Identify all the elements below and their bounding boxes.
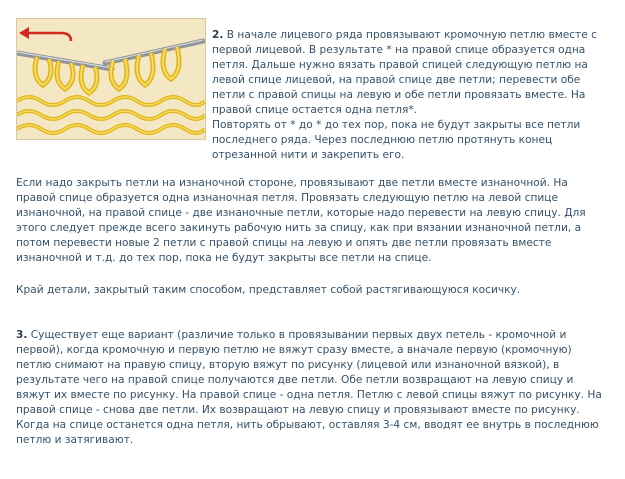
section-3-line-4: результате чего на правой спице получаются две петли. Обе петли возвращают на левую спицу и — [16, 374, 574, 386]
section-3-line-6: правой спице - снова две петли. Их возвращают на левую спицу и провязывают вместе по рисунку. — [16, 404, 580, 416]
section-2-line-7: Повторять от * до * до тех пор, пока не будут закрыты все петли — [212, 119, 581, 131]
section-2-line-6: правой спице остается одна петля*. — [212, 104, 418, 116]
section-3 — [16, 328, 621, 448]
section-3-line-8: петлю и затягивают. — [16, 434, 134, 446]
edge-line: Край детали, закрытый таким способом, представляет собой растягивающуюся косичку. — [16, 284, 521, 296]
purl-side-paragraph — [16, 176, 621, 266]
purl-line-1: Если надо закрыть петли на изнаночной стороне, провязывают две петли вместе изнаночной. На — [16, 177, 568, 189]
purl-line-3: изнаночной, на правой спице - две изнаночные петли, которые надо перевести на левую спицу. Для — [16, 207, 586, 219]
section-3-line-5: вяжут их вместе по рисунку. На правой спице - одна петля. Петлю с левой спицы вяжут по рисунку. На — [16, 389, 602, 401]
section-3-line-2: первой), когда кромочную и первую петлю не вяжут сразу вместе, а вначале первую (кромочную) — [16, 344, 572, 356]
purl-line-6: изнаночной и т.д. до тех пор, пока не будут закрыты все петли на спице. — [16, 252, 432, 264]
purl-line-2: правой спице образуется одна изнаночная петля. Провязать следующую петлю на левой спице — [16, 192, 559, 204]
section-2-line-4: левой спице лицевой, на правой спице две петли; перевести обе — [212, 74, 581, 86]
purl-line-5: потом перевести новые 2 петли с правой спицы на левую и опять две петли провязать вместе — [16, 237, 552, 249]
edge-paragraph — [16, 283, 621, 298]
section-3-line-7: Когда на спице останется одна петля, нить обрывают, оставляя 3-4 см, вводят ее внутрь в последнюю — [16, 419, 599, 431]
section-2 — [212, 28, 622, 163]
section-3-number: 3. — [16, 329, 28, 341]
section-2-line-3: петля. Дальше нужно вязать правой спицей следующую петлю на — [212, 59, 588, 71]
section-2-number: 2. — [212, 29, 224, 41]
knitting-diagram — [17, 19, 205, 139]
section-2-line-8: последнего ряда. Через последнюю петлю протянуть конец — [212, 134, 553, 146]
section-2-line-9: отрезанной нити и закрепить его. — [212, 149, 405, 161]
section-2-line-1: 2. В начале лицевого ряда провязывают кромочную петлю вместе с — [212, 29, 597, 41]
purl-line-4: этого следует прежде всего закинуть рабочую нить за спицу, как при вязании изнаночной петли, а — [16, 222, 582, 234]
section-3-line-1: 3. Существует еще вариант (различие только в провязывании первых двух петель - кромочной и — [16, 329, 567, 341]
section-2-line-2: первой лицевой. В результате * на правой спице образуется одна — [212, 44, 586, 56]
knitting-illustration — [16, 18, 206, 140]
section-3-line-3: петлю снимают на правую спицу, вторую вяжут по рисунку (лицевой или изнаночной вязкой), в — [16, 359, 560, 371]
section-2-line-5: петли с правой спицы на левую и обе петли провязать вместе. На — [212, 89, 586, 101]
